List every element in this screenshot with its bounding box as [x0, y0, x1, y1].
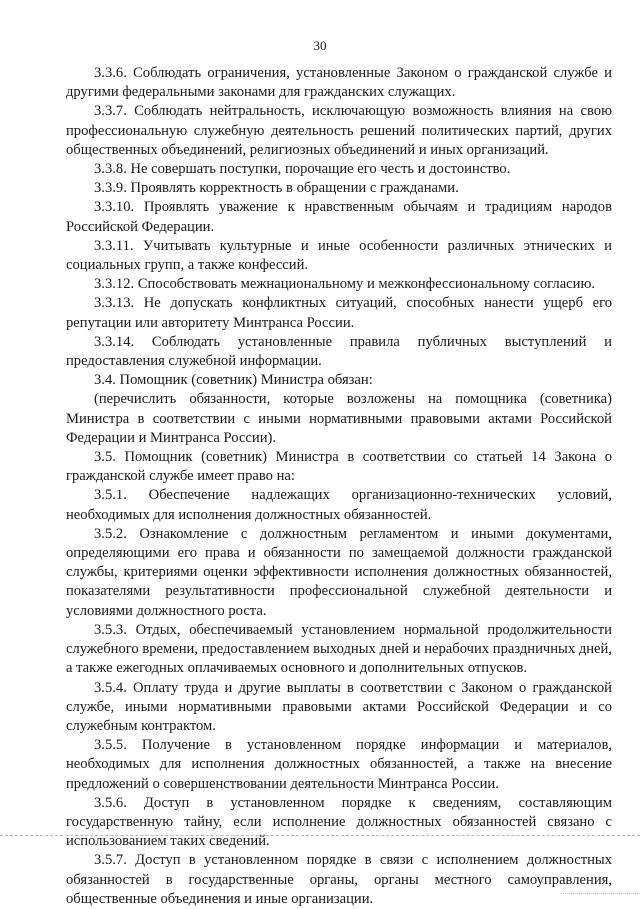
- paragraph-3-5-3: 3.5.3. Отдых, обеспечиваемый установлением нормальной продолжительности служебного времени, предоставлением выходных дней и нерабочих праздничных дней, а также ежегодных оплачиваемых основного и дополнительных отпусков.: [66, 621, 612, 677]
- paragraph-3-5-4: 3.5.4. Оплату труда и другие выплаты в соответствии с Законом о гражданской службе, иными нормативными правовыми актами Российской Федерации и со служебным контрактом.: [66, 679, 612, 734]
- paragraph-3-3-14: 3.3.14. Соблюдать установленные правила публичных выступлений и предоставления служебной информации.: [66, 333, 612, 370]
- paragraph-3-3-8: 3.3.8. Не совершать поступки, порочащие его честь и достоинство.: [94, 161, 511, 178]
- paragraph-3-3-6: 3.3.6. Соблюдать ограничения, установленные Законом о гражданской службе и другими федеральными законами для гражданских служащих.: [66, 65, 612, 101]
- paragraph-3-5-1: 3.5.1. Обеспечение надлежащих организационно-технических условий, необходимых для исполнения должностных обязанностей.: [66, 487, 612, 523]
- scan-artifact-line: [0, 835, 640, 836]
- paragraph-3-5-7: 3.5.7. Доступ в установленном порядке в связи с исполнением должностных обязанностей в государственные органы, органы местного самоуправления, общественные объединения и иные организации.: [66, 852, 612, 907]
- paragraph-3-5: 3.5. Помощник (советник) Министра в соответствии со статьей 14 Закона о гражданской службе имеет право на:: [66, 449, 612, 485]
- paragraph-3-5-2: 3.5.2. Ознакомление с должностным регламентом и иными документами, определяющими его права и обязанности по замещаемой должности гражданской службы, критериями оценки эффективности исполнения должностных обязанностей, показателями результативности профессиональной служебной деятельности и условиями должностного роста.: [66, 525, 612, 619]
- paragraph-3-4: 3.4. Помощник (советник) Министра обязан:: [94, 372, 373, 389]
- paragraph-3-3-9: 3.3.9. Проявлять корректность в обращении с гражданами.: [94, 180, 459, 197]
- paragraph-3-4-note: (перечислить обязанности, которые возложены на помощника (советника) Министра в соответствии с иными нормативными правовыми актами Российской Федерации и Минтранса России).: [66, 391, 612, 446]
- paragraph-3-3-7: 3.3.7. Соблюдать нейтральность, исключающую возможность влияния на свою профессиональную служебную деятельность решений политических партий, других общественных объединений, религиозных объединений и иных организаций.: [66, 103, 612, 158]
- paragraph-3-5-5: 3.5.5. Получение в установленном порядке информации и материалов, необходимых для исполнения должностных обязанностей, а также на внесение предложений о совершенствовании деятельности Минтранса России.: [66, 737, 612, 792]
- paragraph-3-3-11: 3.3.11. Учитывать культурные и иные особенности различных этнических и социальных групп, а также конфессий.: [66, 237, 612, 274]
- paragraph-3-3-13: 3.3.13. Не допускать конфликтных ситуаций, способных нанести ущерб его репутации или авторитету Минтранса России.: [66, 295, 612, 331]
- paragraph-3-3-12: 3.3.12. Способствовать межнациональному и межконфессиональному согласию.: [94, 276, 596, 293]
- scan-artifact-line-bottom: [560, 893, 640, 894]
- document-body: [66, 64, 612, 909]
- paragraph-3-3-10: 3.3.10. Проявлять уважение к нравственным обычаям и традициям народов Российской Федерации.: [66, 199, 612, 235]
- page-number: 30: [313, 38, 327, 53]
- paragraph-3-5-6: 3.5.6. Доступ в установленном порядке к сведениям, составляющим государственную тайну, если исполнение должностных обязанностей связано с использованием таких сведений.: [66, 794, 612, 850]
